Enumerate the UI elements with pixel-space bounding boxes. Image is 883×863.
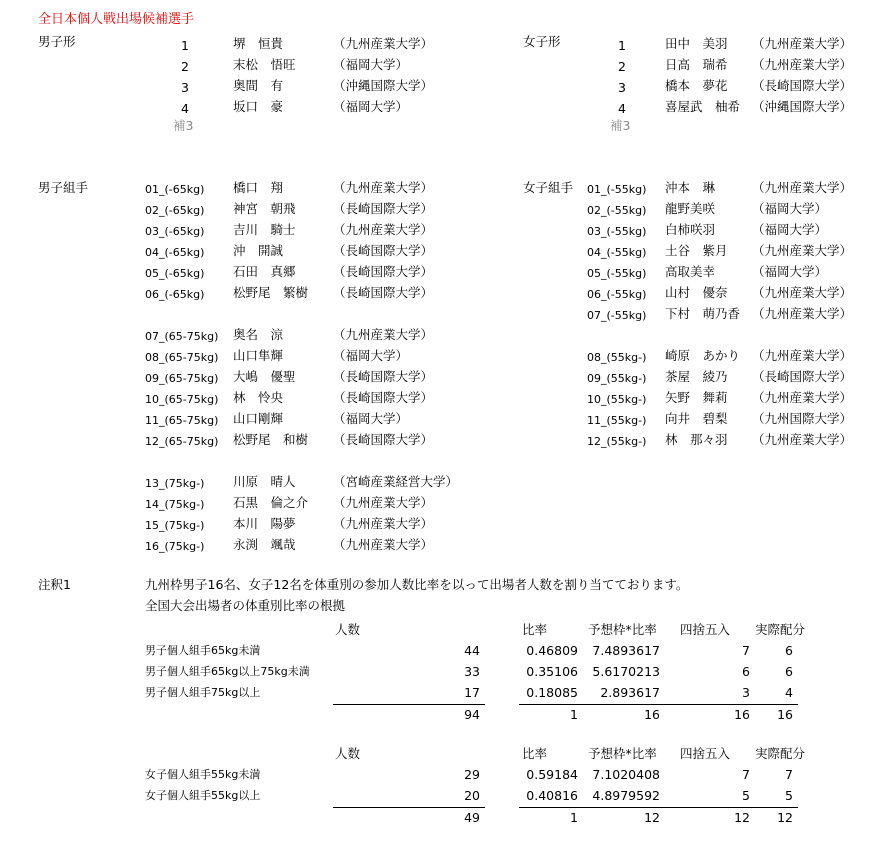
university: （福岡大学） bbox=[752, 264, 828, 279]
university: （沖縄国際大学） bbox=[333, 78, 434, 93]
university: （九州産業大学） bbox=[752, 57, 853, 72]
athlete-name: 白柿咲羽 bbox=[665, 222, 716, 237]
university: （九州国際大学） bbox=[752, 411, 853, 426]
weight-class: 13_(75kg-) bbox=[145, 477, 205, 490]
cell-value: 6 bbox=[785, 643, 793, 658]
cell-value: 33 bbox=[464, 664, 480, 679]
rank-number: 4 bbox=[618, 101, 626, 116]
university: （福岡大学） bbox=[333, 57, 409, 72]
athlete-name: 松野尾 繁樹 bbox=[233, 285, 309, 300]
column-header: 予想枠*比率 bbox=[588, 622, 657, 637]
university: （宮崎産業経営大学） bbox=[333, 474, 459, 489]
university: （福岡大学） bbox=[752, 201, 828, 216]
university: （長崎国際大学） bbox=[333, 432, 434, 447]
athlete-name: 山口隼輝 bbox=[233, 348, 284, 363]
university: （福岡大学） bbox=[333, 348, 409, 363]
university: （長崎国際大学） bbox=[752, 369, 853, 384]
weight-class: 10_(65-75kg) bbox=[145, 393, 219, 406]
rank-number: 1 bbox=[618, 38, 626, 53]
cell-value: 5 bbox=[742, 788, 750, 803]
weight-class: 15_(75kg-) bbox=[145, 519, 205, 532]
cell-value: 7.1020408 bbox=[592, 767, 660, 782]
column-header: 比率 bbox=[522, 746, 548, 761]
weight-class: 10_(55kg-) bbox=[587, 393, 647, 406]
row-label: 男子個人組手65kg以上75kg未満 bbox=[145, 665, 310, 678]
university: （長崎国際大学） bbox=[333, 201, 434, 216]
athlete-name: 日高 瑞希 bbox=[665, 57, 728, 72]
cell-value: 44 bbox=[464, 643, 480, 658]
cell-value: 4 bbox=[785, 685, 793, 700]
divider bbox=[519, 704, 798, 705]
university: （九州産業大学） bbox=[752, 432, 853, 447]
university: （福岡大学） bbox=[333, 411, 409, 426]
total-value: 1 bbox=[570, 810, 578, 825]
athlete-name: 林 怜央 bbox=[233, 390, 284, 405]
athlete-name: 奥名 涼 bbox=[233, 327, 284, 342]
column-header: 人数 bbox=[335, 622, 361, 637]
cell-value: 7 bbox=[742, 643, 750, 658]
athlete-name: 川原 晴人 bbox=[233, 474, 296, 489]
athlete-name: 奥間 有 bbox=[233, 78, 284, 93]
university: （長崎国際大学） bbox=[333, 264, 434, 279]
weight-class: 08_(55kg-) bbox=[587, 351, 647, 364]
university: （九州産業大学） bbox=[333, 327, 434, 342]
athlete-name: 喜屋武 柚希 bbox=[665, 99, 741, 114]
athlete-name: 沖 開誠 bbox=[233, 243, 284, 258]
cell-value: 5.6170213 bbox=[592, 664, 660, 679]
cell-value: 6 bbox=[785, 664, 793, 679]
athlete-name: 永渕 颯哉 bbox=[233, 537, 296, 552]
weight-class: 06_(-65kg) bbox=[145, 288, 205, 301]
cell-value: 0.35106 bbox=[526, 664, 578, 679]
university: （九州産業大学） bbox=[333, 180, 434, 195]
rank-number: 1 bbox=[181, 38, 189, 53]
athlete-name: 龍野美咲 bbox=[665, 201, 716, 216]
cell-value: 0.18085 bbox=[526, 685, 578, 700]
university: （長崎国際大学） bbox=[333, 285, 434, 300]
university: （九州産業大学） bbox=[333, 222, 434, 237]
university: （長崎国際大学） bbox=[333, 390, 434, 405]
weight-class: 02_(-65kg) bbox=[145, 204, 205, 217]
column-header: 実際配分 bbox=[755, 746, 806, 761]
athlete-name: 松野尾 和樹 bbox=[233, 432, 309, 447]
university: （長崎国際大学） bbox=[333, 369, 434, 384]
cell-value: 3 bbox=[742, 685, 750, 700]
athlete-name: 高取美幸 bbox=[665, 264, 716, 279]
weight-class: 04_(-55kg) bbox=[587, 246, 647, 259]
rank-number: 3 bbox=[181, 80, 189, 95]
athlete-name: 向井 碧梨 bbox=[665, 411, 728, 426]
athlete-name: 本川 陽夢 bbox=[233, 516, 296, 531]
athlete-name: 末松 悟旺 bbox=[233, 57, 296, 72]
cell-value: 0.40816 bbox=[526, 788, 578, 803]
rank-number: 3 bbox=[618, 80, 626, 95]
weight-class: 05_(-55kg) bbox=[587, 267, 647, 280]
column-header: 四捨五入 bbox=[680, 746, 731, 761]
page-title: 全日本個人戦出場候補選手 bbox=[38, 12, 195, 27]
university: （九州産業大学） bbox=[752, 306, 853, 321]
weight-class: 03_(-65kg) bbox=[145, 225, 205, 238]
cell-value: 2.893617 bbox=[600, 685, 660, 700]
athlete-name: 山村 優奈 bbox=[665, 285, 728, 300]
column-header: 比率 bbox=[522, 622, 548, 637]
athlete-name: 橋本 夢花 bbox=[665, 78, 728, 93]
athlete-name: 矢野 舞莉 bbox=[665, 390, 728, 405]
university: （九州産業大学） bbox=[333, 537, 434, 552]
divider bbox=[333, 807, 485, 808]
athlete-name: 坂口 豪 bbox=[233, 99, 284, 114]
cell-value: 4.8979592 bbox=[592, 788, 660, 803]
athlete-name: 土谷 紫月 bbox=[665, 243, 728, 258]
divider bbox=[333, 704, 485, 705]
athlete-name: 田中 美羽 bbox=[665, 36, 728, 51]
column-header: 四捨五入 bbox=[680, 622, 731, 637]
university: （九州産業大学） bbox=[333, 495, 434, 510]
weight-class: 05_(-65kg) bbox=[145, 267, 205, 280]
row-label: 女子個人組手55kg以上 bbox=[145, 789, 261, 802]
total-value: 12 bbox=[644, 810, 660, 825]
university: （九州産業大学） bbox=[333, 516, 434, 531]
total-value: 16 bbox=[734, 707, 750, 722]
divider bbox=[519, 807, 798, 808]
athlete-name: 沖本 琳 bbox=[665, 180, 716, 195]
weight-class: 07_(-55kg) bbox=[587, 309, 647, 322]
weight-class: 09_(55kg-) bbox=[587, 372, 647, 385]
total-value: 12 bbox=[734, 810, 750, 825]
total-value: 16 bbox=[644, 707, 660, 722]
row-label: 男子個人組手75kg以上 bbox=[145, 686, 261, 699]
athlete-name: 山口剛輝 bbox=[233, 411, 284, 426]
athlete-name: 石黒 倫之介 bbox=[233, 495, 309, 510]
university: （長崎国際大学） bbox=[752, 78, 853, 93]
university: （九州産業大学） bbox=[752, 36, 853, 51]
athlete-name: 神宮 朝飛 bbox=[233, 201, 296, 216]
university: （福岡大学） bbox=[333, 99, 409, 114]
athlete-name: 吉川 騎士 bbox=[233, 222, 296, 237]
university: （九州産業大学） bbox=[752, 348, 853, 363]
column-header: 実際配分 bbox=[755, 622, 806, 637]
athlete-name: 茶屋 綾乃 bbox=[665, 369, 728, 384]
university: （九州産業大学） bbox=[752, 243, 853, 258]
athlete-name: 下村 萌乃香 bbox=[665, 306, 741, 321]
weight-class: 03_(-55kg) bbox=[587, 225, 647, 238]
athlete-name: 大嶋 優聖 bbox=[233, 369, 296, 384]
weight-class: 12_(55kg-) bbox=[587, 435, 647, 448]
university: （九州産業大学） bbox=[752, 390, 853, 405]
cell-value: 0.46809 bbox=[526, 643, 578, 658]
cell-value: 6 bbox=[742, 664, 750, 679]
note-text: 九州枠男子16名、女子12名を体重別の参加人数比率を以って出場者人数を割り当てております。 bbox=[145, 577, 689, 592]
cell-value: 5 bbox=[785, 788, 793, 803]
athlete-name: 石田 真郷 bbox=[233, 264, 296, 279]
weight-class: 07_(65-75kg) bbox=[145, 330, 219, 343]
athlete-name: 橋口 翔 bbox=[233, 180, 284, 195]
university: （九州産業大学） bbox=[333, 36, 434, 51]
cell-value: 7 bbox=[742, 767, 750, 782]
athlete-name: 林 那々羽 bbox=[665, 432, 728, 447]
weight-class: 11_(65-75kg) bbox=[145, 414, 219, 427]
section-label: 女子組手 bbox=[523, 180, 574, 195]
weight-class: 16_(75kg-) bbox=[145, 540, 205, 553]
row-label: 女子個人組手55kg未満 bbox=[145, 768, 261, 781]
university: （長崎国際大学） bbox=[333, 243, 434, 258]
weight-class: 06_(-55kg) bbox=[587, 288, 647, 301]
total-value: 1 bbox=[570, 707, 578, 722]
cell-value: 17 bbox=[464, 685, 480, 700]
weight-class: 11_(55kg-) bbox=[587, 414, 647, 427]
weight-class: 01_(-55kg) bbox=[587, 183, 647, 196]
weight-class: 04_(-65kg) bbox=[145, 246, 205, 259]
weight-class: 14_(75kg-) bbox=[145, 498, 205, 511]
weight-class: 01_(-65kg) bbox=[145, 183, 205, 196]
university: （沖縄国際大学） bbox=[752, 99, 853, 114]
total-value: 94 bbox=[464, 707, 480, 722]
university: （九州産業大学） bbox=[752, 285, 853, 300]
weight-class: 09_(65-75kg) bbox=[145, 372, 219, 385]
total-value: 49 bbox=[464, 810, 480, 825]
reserve-label: 補3 bbox=[173, 118, 194, 133]
note-label: 注釈1 bbox=[38, 577, 71, 592]
weight-class: 08_(65-75kg) bbox=[145, 351, 219, 364]
weight-class: 12_(65-75kg) bbox=[145, 435, 219, 448]
cell-value: 20 bbox=[464, 788, 480, 803]
university: （福岡大学） bbox=[752, 222, 828, 237]
section-label: 男子組手 bbox=[38, 180, 89, 195]
rank-number: 2 bbox=[618, 59, 626, 74]
cell-value: 7 bbox=[785, 767, 793, 782]
row-label: 男子個人組手65kg未満 bbox=[145, 644, 261, 657]
total-value: 16 bbox=[777, 707, 793, 722]
athlete-name: 崎原 あかり bbox=[665, 348, 741, 363]
cell-value: 0.59184 bbox=[526, 767, 578, 782]
note-subtitle: 全国大会出場者の体重別比率の根拠 bbox=[145, 598, 346, 613]
section-label: 男子形 bbox=[38, 34, 76, 49]
rank-number: 2 bbox=[181, 59, 189, 74]
reserve-label: 補3 bbox=[610, 118, 631, 133]
cell-value: 29 bbox=[464, 767, 480, 782]
column-header: 予想枠*比率 bbox=[588, 746, 657, 761]
university: （九州産業大学） bbox=[752, 180, 853, 195]
section-label: 女子形 bbox=[523, 34, 561, 49]
cell-value: 7.4893617 bbox=[592, 643, 660, 658]
weight-class: 02_(-55kg) bbox=[587, 204, 647, 217]
rank-number: 4 bbox=[181, 101, 189, 116]
column-header: 人数 bbox=[335, 746, 361, 761]
athlete-name: 堺 恒貴 bbox=[233, 36, 284, 51]
total-value: 12 bbox=[777, 810, 793, 825]
